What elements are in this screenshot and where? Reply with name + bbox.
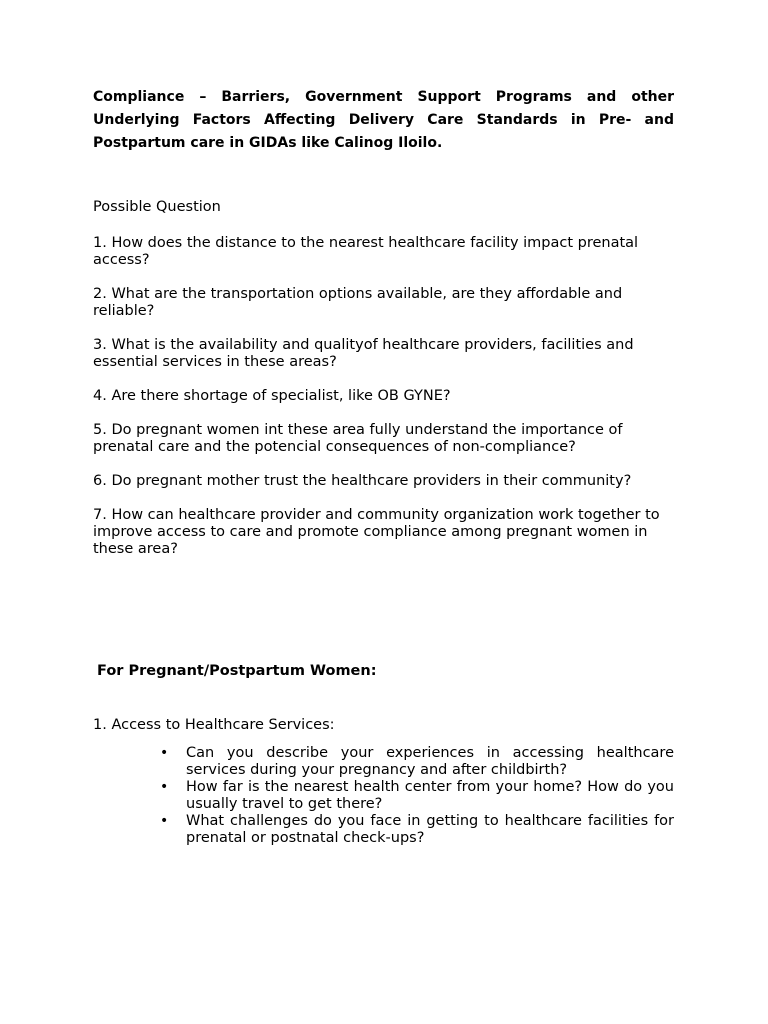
question-list bbox=[93, 235, 683, 575]
question-item: 7. How can healthcare provider and community organization work together to improve access to care and promote compliance among pregnant women in these area? bbox=[93, 507, 660, 557]
bullet-text: What challenges do you face in getting to healthcare facilities for prenatal or postnatal check-ups? bbox=[186, 813, 674, 846]
bullet-list bbox=[160, 745, 674, 847]
question-item: 1. How does the distance to the nearest healthcare facility impact prenatal access? bbox=[93, 235, 639, 268]
bullet-icon: • bbox=[160, 745, 169, 761]
question-item: 6. Do pregnant mother trust the healthcare providers in their community? bbox=[93, 473, 632, 489]
possible-question-label: Possible Question bbox=[93, 199, 221, 215]
section-heading: For Pregnant/Postpartum Women: bbox=[97, 663, 377, 679]
bullet-item bbox=[160, 813, 674, 847]
question-item: 5. Do pregnant women int these area fully understand the importance of prenatal care and the potencial consequences of non-compliance? bbox=[93, 422, 623, 455]
question-item: 3. What is the availability and qualityof healthcare providers, facilities and essential services in these areas? bbox=[93, 337, 634, 370]
document-title: Compliance – Barriers, Government Support Programs and other Underlying Factors Affecting Delivery Care Standards in Pre- and Postpartum care in GIDAs like Calinog Iloilo. bbox=[93, 89, 674, 151]
bullet-text: How far is the nearest health center from your home? How do you usually travel to get there? bbox=[186, 779, 674, 812]
question-item: 2. What are the transportation options available, are they affordable and reliable? bbox=[93, 286, 623, 319]
bullet-icon: • bbox=[160, 813, 169, 829]
bullet-icon: • bbox=[160, 779, 169, 795]
bullet-item bbox=[160, 779, 674, 813]
bullet-item bbox=[160, 745, 674, 779]
question-item: 4. Are there shortage of specialist, like OB GYNE? bbox=[93, 388, 451, 404]
bullet-text: Can you describe your experiences in accessing healthcare services during your pregnancy and after childbirth? bbox=[186, 745, 674, 778]
subsection-title: 1. Access to Healthcare Services: bbox=[93, 717, 335, 733]
